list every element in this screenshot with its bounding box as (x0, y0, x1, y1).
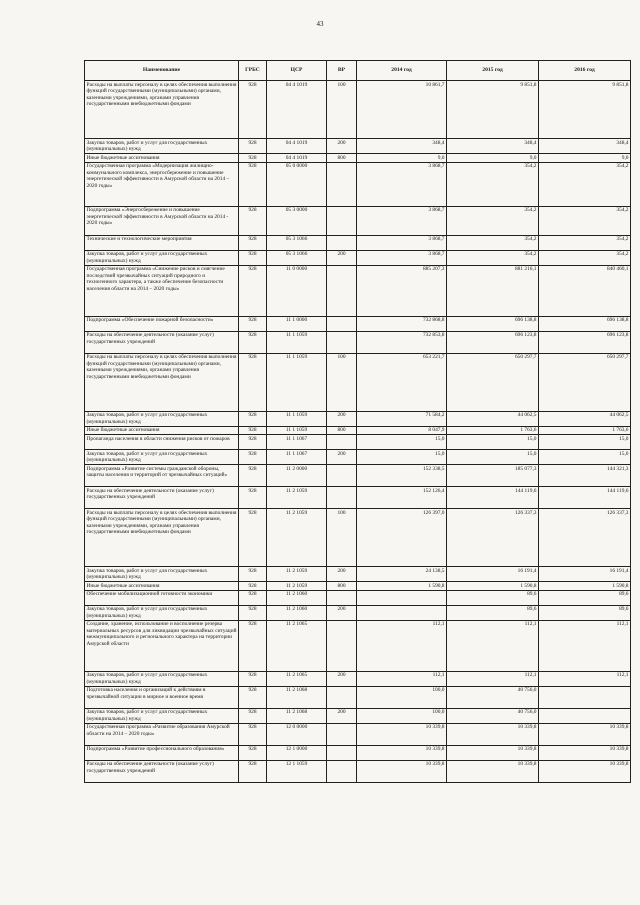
cell-grbs: 928 (239, 745, 267, 760)
cell-grbs: 928 (239, 250, 267, 265)
cell-y2016 (539, 708, 631, 723)
cell-csr: 05 3 1066 (267, 250, 327, 265)
cell-y2014: 15,0 (357, 450, 447, 465)
cell-grbs: 928 (239, 590, 267, 605)
cell-y2015: 881 216,1 (447, 265, 539, 316)
cell-y2016: 9 851,8 (539, 81, 631, 139)
cell-y2015: 144 119,6 (447, 487, 539, 509)
cell-y2014: 3 868,7 (357, 206, 447, 235)
cell-y2015: 354,2 (447, 250, 539, 265)
cell-grbs: 928 (239, 708, 267, 723)
cell-y2015: 10 339,8 (447, 723, 539, 745)
cell-y2014: 15,0 (357, 435, 447, 450)
cell-vr (327, 235, 357, 250)
table-row (85, 265, 631, 316)
cell-grbs: 928 (239, 582, 267, 591)
cell-y2014: 9,0 (357, 154, 447, 163)
cell-y2015: 89,6 (447, 590, 539, 605)
cell-grbs: 928 (239, 487, 267, 509)
cell-name: Обеспечение мобилизационной готовности экономики (85, 590, 239, 605)
table-row (85, 723, 631, 745)
table-row (85, 686, 631, 708)
cell-grbs: 928 (239, 671, 267, 686)
table-row (85, 745, 631, 760)
table-row (85, 567, 631, 582)
cell-y2016: 89,6 (539, 590, 631, 605)
cell-y2015: 650 297,7 (447, 353, 539, 411)
cell-y2015: 9,0 (447, 154, 539, 163)
cell-y2015: 44 062,5 (447, 411, 539, 426)
cell-vr (327, 162, 357, 206)
cell-y2014: 348,4 (357, 139, 447, 154)
cell-vr: 200 (327, 671, 357, 686)
cell-name: Подпрограмма «Развитие профессионального образования» (85, 745, 239, 760)
cell-y2014 (357, 605, 447, 620)
cell-name: Государственная программа «Модернизация жилищно-коммунального комплекса, энергосбережение и повышение энергетической эффективности в Амурской области на 2014 – 2020 годы» (85, 162, 239, 206)
cell-grbs: 928 (239, 426, 267, 435)
cell-vr: 200 (327, 605, 357, 620)
cell-vr (327, 265, 357, 316)
cell-csr: 11 1 1067 (267, 450, 327, 465)
cell-csr: 11 1 1059 (267, 426, 327, 435)
cell-vr (327, 206, 357, 235)
cell-name: Технические и технологические мероприятия (85, 235, 239, 250)
cell-grbs: 928 (239, 620, 267, 671)
cell-vr: 100 (327, 353, 357, 411)
cell-y2016: 112,1 (539, 671, 631, 686)
table-row (85, 605, 631, 620)
table-row (85, 620, 631, 671)
cell-name: Расходы на обеспечение деятельности (оказание услуг) государственных учреждений (85, 487, 239, 509)
cell-y2014: 10 861,7 (357, 81, 447, 139)
cell-y2014: 3 868,7 (357, 162, 447, 206)
table-row (85, 487, 631, 509)
cell-y2014: 3 868,7 (357, 250, 447, 265)
cell-grbs: 928 (239, 235, 267, 250)
cell-grbs: 928 (239, 331, 267, 353)
cell-csr: 05 3 1066 (267, 235, 327, 250)
cell-name: Подпрограмма «Обеспечение пожарной безопасности» (85, 316, 239, 331)
cell-csr: 11 2 1065 (267, 620, 327, 671)
cell-csr: 11 1 1059 (267, 331, 327, 353)
table-row (85, 139, 631, 154)
cell-vr: 200 (327, 567, 357, 582)
cell-name: Закупка товаров, работ и услуг для государственных (муниципальных) нужд (85, 708, 239, 723)
cell-vr (327, 487, 357, 509)
cell-y2014: 10 339,8 (357, 745, 447, 760)
cell-csr: 12 1 0000 (267, 745, 327, 760)
table-header-row (85, 61, 631, 81)
cell-y2014: 653 221,7 (357, 353, 447, 411)
table-row (85, 760, 631, 782)
cell-grbs: 928 (239, 509, 267, 567)
cell-csr: 11 0 0000 (267, 265, 327, 316)
cell-vr: 800 (327, 426, 357, 435)
cell-csr: 11 2 1060 (267, 605, 327, 620)
cell-vr (327, 686, 357, 708)
cell-grbs: 928 (239, 316, 267, 331)
table-row (85, 353, 631, 411)
cell-y2015: 185 077,3 (447, 465, 539, 487)
cell-y2015: 1 590,8 (447, 582, 539, 591)
cell-grbs: 928 (239, 353, 267, 411)
cell-vr: 200 (327, 708, 357, 723)
cell-y2016: 44 062,5 (539, 411, 631, 426)
cell-vr (327, 465, 357, 487)
cell-csr: 11 2 1059 (267, 567, 327, 582)
cell-y2015: 15,0 (447, 450, 539, 465)
table-row (85, 450, 631, 465)
cell-csr: 11 1 1067 (267, 435, 327, 450)
cell-y2015: 112,1 (447, 671, 539, 686)
cell-grbs: 928 (239, 162, 267, 206)
cell-csr: 05 3 0000 (267, 206, 327, 235)
cell-y2014: 100,0 (357, 708, 447, 723)
cell-csr: 11 1 1059 (267, 353, 327, 411)
table-row (85, 162, 631, 206)
cell-y2015: 112,1 (447, 620, 539, 671)
cell-y2015: 696 138,8 (447, 316, 539, 331)
cell-vr: 200 (327, 139, 357, 154)
cell-vr: 200 (327, 250, 357, 265)
cell-name: Расходы на обеспечение деятельности (оказание услуг) государственных учреждений (85, 760, 239, 782)
cell-y2016 (539, 686, 631, 708)
header-2016: 2016 год (539, 61, 631, 81)
cell-name: Государственная программа «Развитие образования Амурской области на 2014 – 2020 годы» (85, 723, 239, 745)
cell-grbs: 928 (239, 723, 267, 745)
cell-y2014: 112,1 (357, 620, 447, 671)
cell-vr: 800 (327, 154, 357, 163)
page-number: 43 (316, 20, 324, 28)
cell-grbs: 928 (239, 605, 267, 620)
cell-y2015: 9 851,8 (447, 81, 539, 139)
cell-grbs: 928 (239, 81, 267, 139)
cell-y2016: 9,0 (539, 154, 631, 163)
cell-y2016: 16 191,4 (539, 567, 631, 582)
cell-name: Иные бюджетные ассигнования (85, 426, 239, 435)
cell-y2014: 126 397,0 (357, 509, 447, 567)
cell-name: Закупка товаров, работ и услуг для государственных (муниципальных) нужд (85, 567, 239, 582)
cell-vr (327, 435, 357, 450)
cell-y2016: 650 297,7 (539, 353, 631, 411)
cell-y2015: 354,2 (447, 162, 539, 206)
cell-vr (327, 760, 357, 782)
cell-y2014: 100,0 (357, 686, 447, 708)
cell-name: Подпрограмма «Энергосбережение и повышение энергетической эффективности в Амурской области на 2014 - 2020 годы» (85, 206, 239, 235)
cell-vr: 100 (327, 509, 357, 567)
cell-grbs: 928 (239, 265, 267, 316)
cell-y2016: 1 763,6 (539, 426, 631, 435)
cell-y2016: 696 138,8 (539, 316, 631, 331)
cell-vr: 200 (327, 450, 357, 465)
cell-grbs: 928 (239, 411, 267, 426)
cell-grbs: 928 (239, 450, 267, 465)
table-row (85, 465, 631, 487)
cell-grbs: 928 (239, 567, 267, 582)
cell-csr: 12 0 0000 (267, 723, 327, 745)
cell-y2014: 732 868,8 (357, 316, 447, 331)
cell-y2016: 15,0 (539, 435, 631, 450)
table-row (85, 509, 631, 567)
cell-y2014: 10 339,8 (357, 723, 447, 745)
cell-csr: 12 1 1059 (267, 760, 327, 782)
cell-y2015: 15,0 (447, 435, 539, 450)
cell-y2016: 354,2 (539, 162, 631, 206)
cell-y2015: 40 756,0 (447, 708, 539, 723)
cell-y2016: 840 460,1 (539, 265, 631, 316)
cell-vr (327, 316, 357, 331)
cell-y2016: 354,2 (539, 206, 631, 235)
cell-y2016: 15,0 (539, 450, 631, 465)
cell-vr: 200 (327, 411, 357, 426)
cell-grbs: 928 (239, 139, 267, 154)
header-csr: ЦСР (267, 61, 327, 81)
cell-y2014: 885 207,3 (357, 265, 447, 316)
cell-y2016: 10 339,8 (539, 723, 631, 745)
cell-csr: 11 2 1065 (267, 671, 327, 686)
cell-csr: 04 4 1019 (267, 81, 327, 139)
cell-y2014 (357, 590, 447, 605)
cell-grbs: 928 (239, 760, 267, 782)
cell-y2014: 732 853,8 (357, 331, 447, 353)
cell-csr: 04 4 1019 (267, 139, 327, 154)
table-row (85, 316, 631, 331)
cell-name: Закупка товаров, работ и услуг для государственных (муниципальных) нужд (85, 139, 239, 154)
cell-y2015: 354,2 (447, 235, 539, 250)
cell-csr: 11 2 1060 (267, 590, 327, 605)
cell-csr: 11 2 1068 (267, 708, 327, 723)
cell-y2016: 10 339,8 (539, 760, 631, 782)
cell-name: Закупка товаров, работ и услуг для государственных (муниципальных) нужд (85, 605, 239, 620)
cell-csr: 11 1 1059 (267, 411, 327, 426)
cell-y2015: 10 339,8 (447, 760, 539, 782)
cell-y2015: 89,6 (447, 605, 539, 620)
cell-y2015: 126 337,3 (447, 509, 539, 567)
cell-name: Иные бюджетные ассигнования (85, 154, 239, 163)
cell-name: Государственная программа «Снижение рисков и смягчение последствий чрезвычайных ситуаций природного и техногенного характера, а также обеспечение безопасности населения области на 2014 – 2020 годы» (85, 265, 239, 316)
cell-name: Закупка товаров, работ и услуг для государственных (муниципальных) нужд (85, 411, 239, 426)
cell-y2014: 1 590,8 (357, 582, 447, 591)
cell-y2015: 10 339,8 (447, 745, 539, 760)
cell-grbs: 928 (239, 435, 267, 450)
cell-y2016: 10 339,8 (539, 745, 631, 760)
cell-csr: 11 2 1059 (267, 509, 327, 567)
cell-name: Закупка товаров, работ и услуг для государственных (муниципальных) нужд (85, 671, 239, 686)
cell-vr (327, 723, 357, 745)
cell-name: Закупка товаров, работ и услуг для государственных (муниципальных) нужд (85, 450, 239, 465)
cell-y2016: 144 321,3 (539, 465, 631, 487)
cell-vr (327, 331, 357, 353)
cell-y2016: 354,2 (539, 235, 631, 250)
cell-vr: 100 (327, 81, 357, 139)
table-row (85, 708, 631, 723)
table-row (85, 235, 631, 250)
cell-vr (327, 620, 357, 671)
table-row (85, 411, 631, 426)
cell-vr (327, 745, 357, 760)
cell-y2016: 354,2 (539, 250, 631, 265)
cell-grbs: 928 (239, 206, 267, 235)
table-row (85, 590, 631, 605)
cell-y2016: 112,1 (539, 620, 631, 671)
cell-name: Расходы на выплаты персоналу в целях обеспечения выполнения функций государственными (муниципальными) органами, казенными учреждениями, органами управления государственными внебюджетными фондами (85, 353, 239, 411)
cell-y2014: 10 339,8 (357, 760, 447, 782)
cell-y2014: 152 338,5 (357, 465, 447, 487)
cell-y2015: 40 756,0 (447, 686, 539, 708)
cell-name: Расходы на обеспечение деятельности (оказание услуг) государственных учреждений (85, 331, 239, 353)
table-row (85, 582, 631, 591)
cell-y2014: 152 126,4 (357, 487, 447, 509)
table-row (85, 154, 631, 163)
cell-csr: 11 2 1068 (267, 686, 327, 708)
cell-y2014: 8 047,9 (357, 426, 447, 435)
header-2014: 2014 год (357, 61, 447, 81)
cell-y2014: 3 868,7 (357, 235, 447, 250)
cell-name: Иные бюджетные ассигнования (85, 582, 239, 591)
cell-name: Расходы на выплаты персоналу в целях обеспечения выполнения функций государственными (муниципальными) органами, казенными учреждениями, органами управления государственными внебюджетными фондами (85, 509, 239, 567)
cell-csr: 05 0 0000 (267, 162, 327, 206)
cell-name: Закупка товаров, работ и услуг для государственных (муниципальных) нужд (85, 250, 239, 265)
cell-y2015: 696 123,8 (447, 331, 539, 353)
table-row (85, 250, 631, 265)
cell-csr: 04 4 1019 (267, 154, 327, 163)
cell-y2016: 1 590,8 (539, 582, 631, 591)
cell-name: Подготовка населения и организаций к действиям в чрезвычайной ситуации в мирное и военное время (85, 686, 239, 708)
cell-y2015: 1 763,6 (447, 426, 539, 435)
cell-name: Расходы на выплаты персоналу в целях обеспечения выполнения функций государственными (муниципальными) органами, казенными учреждениями, органами управления государственными внебюджетными фондами (85, 81, 239, 139)
cell-y2015: 16 191,4 (447, 567, 539, 582)
cell-vr: 800 (327, 582, 357, 591)
cell-y2016: 348,4 (539, 139, 631, 154)
cell-csr: 11 1 0000 (267, 316, 327, 331)
header-2015: 2015 год (447, 61, 539, 81)
cell-grbs: 928 (239, 686, 267, 708)
header-grbs: ГРБС (239, 61, 267, 81)
table-row (85, 331, 631, 353)
table-row (85, 671, 631, 686)
cell-csr: 11 2 0000 (267, 465, 327, 487)
cell-y2016: 696 123,8 (539, 331, 631, 353)
cell-vr (327, 590, 357, 605)
cell-y2014: 24 138,5 (357, 567, 447, 582)
cell-y2015: 354,2 (447, 206, 539, 235)
cell-y2014: 71 584,2 (357, 411, 447, 426)
budget-table (84, 60, 631, 783)
cell-y2016: 144 119,6 (539, 487, 631, 509)
cell-y2016: 126 337,3 (539, 509, 631, 567)
header-vr: ВР (327, 61, 357, 81)
cell-csr: 11 2 1059 (267, 582, 327, 591)
cell-name: Подпрограмма «Развитие системы гражданской обороны, защиты населения и территорий от чрезвычайных ситуаций» (85, 465, 239, 487)
cell-y2014: 112,1 (357, 671, 447, 686)
table-row (85, 81, 631, 139)
table-row (85, 435, 631, 450)
cell-csr: 11 2 1059 (267, 487, 327, 509)
cell-grbs: 928 (239, 465, 267, 487)
header-name: Наименование (85, 61, 239, 81)
cell-grbs: 928 (239, 154, 267, 163)
cell-y2015: 348,4 (447, 139, 539, 154)
cell-name: Создание, хранение, использование и восполнение резерва материальных ресурсов для ликвидации чрезвычайных ситуаций межмуниципального и регионального характера на территории Амурской области (85, 620, 239, 671)
cell-y2016: 89,6 (539, 605, 631, 620)
cell-name: Пропаганда населения в области снижения рисков от пожаров (85, 435, 239, 450)
table-row (85, 426, 631, 435)
table-row (85, 206, 631, 235)
